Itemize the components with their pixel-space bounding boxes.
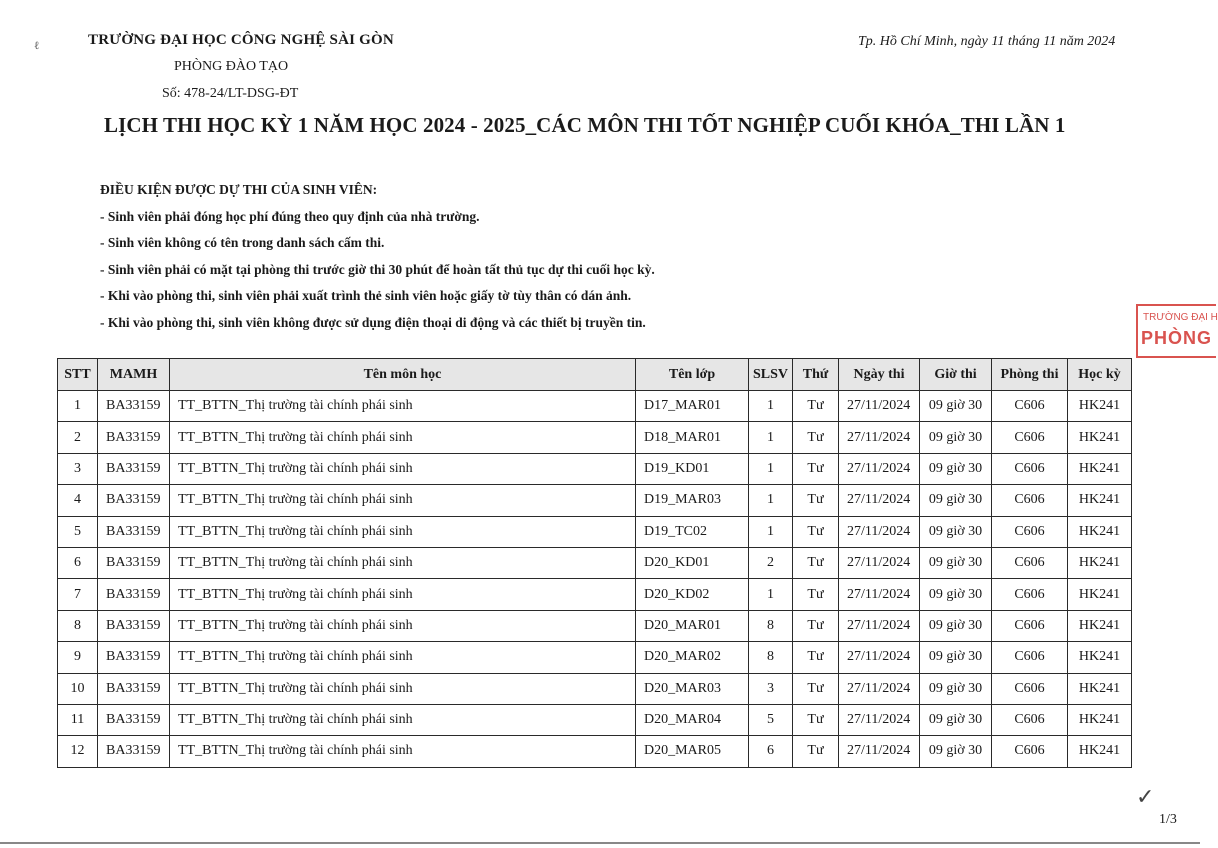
stt-cell: 10 <box>58 673 98 704</box>
condition-item: - Sinh viên phải có mặt tại phòng thi trước giờ thi 30 phút để hoàn tất thủ tục dự thi cuối học kỳ. <box>100 262 655 277</box>
subject-cell: TT_BTTN_Thị trường tài chính phái sinh <box>170 579 636 610</box>
exam-time-cell: 09 giờ 30 <box>920 391 992 422</box>
stt-cell: 1 <box>58 391 98 422</box>
stt-cell: 5 <box>58 516 98 547</box>
table-row <box>58 547 1132 578</box>
subject-cell: TT_BTTN_Thị trường tài chính phái sinh <box>170 453 636 484</box>
table-row <box>58 485 1132 516</box>
weekday-cell: Tư <box>793 642 839 673</box>
exam-date-cell: 27/11/2024 <box>839 485 920 516</box>
class-cell: D20_MAR04 <box>636 704 749 735</box>
semester-cell: HK241 <box>1068 579 1132 610</box>
col-header-exam-date: Ngày thi <box>839 359 920 391</box>
handwritten-mark: ✓ <box>1136 784 1155 809</box>
semester-cell: HK241 <box>1068 453 1132 484</box>
room-cell: C606 <box>992 610 1068 641</box>
stt-cell: 3 <box>58 453 98 484</box>
exam-date-cell: 27/11/2024 <box>839 453 920 484</box>
room-cell: C606 <box>992 704 1068 735</box>
condition-item: - Khi vào phòng thi, sinh viên phải xuất trình thẻ sinh viên hoặc giấy tờ tùy thân có dán ảnh. <box>100 288 632 303</box>
exam-date-cell: 27/11/2024 <box>839 516 920 547</box>
semester-cell: HK241 <box>1068 422 1132 453</box>
student-count-cell: 1 <box>749 453 793 484</box>
weekday-cell: Tư <box>793 547 839 578</box>
exam-date-cell: 27/11/2024 <box>839 610 920 641</box>
subject-cell: TT_BTTN_Thị trường tài chính phái sinh <box>170 547 636 578</box>
table-row <box>58 453 1132 484</box>
room-cell: C606 <box>992 673 1068 704</box>
mamh-cell: BA33159 <box>98 422 170 453</box>
subject-cell: TT_BTTN_Thị trường tài chính phái sinh <box>170 642 636 673</box>
room-cell: C606 <box>992 579 1068 610</box>
weekday-cell: Tư <box>793 579 839 610</box>
student-count-cell: 6 <box>749 736 793 767</box>
student-count-cell: 8 <box>749 642 793 673</box>
col-header-weekday: Thứ <box>793 359 839 391</box>
stt-cell: 7 <box>58 579 98 610</box>
student-count-cell: 3 <box>749 673 793 704</box>
mamh-cell: BA33159 <box>98 579 170 610</box>
office-stamp <box>1136 304 1216 358</box>
col-header-semester: Học kỳ <box>1068 359 1132 391</box>
exam-date-cell: 27/11/2024 <box>839 736 920 767</box>
place-date: Tp. Hồ Chí Minh, ngày 11 tháng 11 năm 2024 <box>858 34 1116 49</box>
exam-date-cell: 27/11/2024 <box>839 422 920 453</box>
school-name: TRƯỜNG ĐẠI HỌC CÔNG NGHỆ SÀI GÒN <box>88 32 394 48</box>
table-row <box>58 673 1132 704</box>
condition-item: - Sinh viên không có tên trong danh sách cấm thi. <box>100 235 385 250</box>
exam-time-cell: 09 giờ 30 <box>920 579 992 610</box>
stt-cell: 11 <box>58 704 98 735</box>
col-header-mamh: MAMH <box>98 359 170 391</box>
class-cell: D19_KD01 <box>636 453 749 484</box>
semester-cell: HK241 <box>1068 642 1132 673</box>
stt-cell: 12 <box>58 736 98 767</box>
condition-item: - Sinh viên phải đóng học phí đúng theo quy định của nhà trường. <box>100 209 480 224</box>
weekday-cell: Tư <box>793 704 839 735</box>
col-header-subject: Tên môn học <box>170 359 636 391</box>
stt-cell: 8 <box>58 610 98 641</box>
weekday-cell: Tư <box>793 516 839 547</box>
room-cell: C606 <box>992 453 1068 484</box>
class-cell: D19_MAR03 <box>636 485 749 516</box>
subject-cell: TT_BTTN_Thị trường tài chính phái sinh <box>170 704 636 735</box>
class-cell: D18_MAR01 <box>636 422 749 453</box>
mamh-cell: BA33159 <box>98 516 170 547</box>
col-header-stt: STT <box>58 359 98 391</box>
semester-cell: HK241 <box>1068 516 1132 547</box>
weekday-cell: Tư <box>793 485 839 516</box>
exam-date-cell: 27/11/2024 <box>839 704 920 735</box>
page-title: LỊCH THI HỌC KỲ 1 NĂM HỌC 2024 - 2025_CÁC MÔN THI TỐT NGHIỆP CUỐI KHÓA_THI LẦN 1 <box>104 113 1066 137</box>
class-cell: D20_MAR05 <box>636 736 749 767</box>
class-cell: D20_KD01 <box>636 547 749 578</box>
exam-time-cell: 09 giờ 30 <box>920 516 992 547</box>
mamh-cell: BA33159 <box>98 610 170 641</box>
subject-cell: TT_BTTN_Thị trường tài chính phái sinh <box>170 736 636 767</box>
semester-cell: HK241 <box>1068 547 1132 578</box>
exam-time-cell: 09 giờ 30 <box>920 673 992 704</box>
exam-time-cell: 09 giờ 30 <box>920 453 992 484</box>
exam-date-cell: 27/11/2024 <box>839 673 920 704</box>
weekday-cell: Tư <box>793 422 839 453</box>
mamh-cell: BA33159 <box>98 736 170 767</box>
class-cell: D20_MAR01 <box>636 610 749 641</box>
document-number: Số: 478-24/LT-DSG-ĐT <box>162 86 299 101</box>
class-cell: D20_MAR03 <box>636 673 749 704</box>
mamh-cell: BA33159 <box>98 485 170 516</box>
col-header-room: Phòng thi <box>992 359 1068 391</box>
room-cell: C606 <box>992 547 1068 578</box>
weekday-cell: Tư <box>793 453 839 484</box>
semester-cell: HK241 <box>1068 485 1132 516</box>
exam-date-cell: 27/11/2024 <box>839 547 920 578</box>
weekday-cell: Tư <box>793 736 839 767</box>
student-count-cell: 2 <box>749 547 793 578</box>
bottom-rule <box>0 842 1200 844</box>
stamp-line-1: TRƯỜNG ĐẠI H <box>1143 312 1218 323</box>
weekday-cell: Tư <box>793 673 839 704</box>
mamh-cell: BA33159 <box>98 642 170 673</box>
col-header-exam-time: Giờ thi <box>920 359 992 391</box>
mamh-cell: BA33159 <box>98 391 170 422</box>
stt-cell: 9 <box>58 642 98 673</box>
room-cell: C606 <box>992 485 1068 516</box>
subject-cell: TT_BTTN_Thị trường tài chính phái sinh <box>170 485 636 516</box>
table-row <box>58 391 1132 422</box>
semester-cell: HK241 <box>1068 610 1132 641</box>
table-row <box>58 642 1132 673</box>
exam-time-cell: 09 giờ 30 <box>920 704 992 735</box>
student-count-cell: 8 <box>749 610 793 641</box>
subject-cell: TT_BTTN_Thị trường tài chính phái sinh <box>170 673 636 704</box>
table-row <box>58 704 1132 735</box>
mamh-cell: BA33159 <box>98 453 170 484</box>
table-row <box>58 516 1132 547</box>
weekday-cell: Tư <box>793 391 839 422</box>
exam-date-cell: 27/11/2024 <box>839 579 920 610</box>
room-cell: C606 <box>992 391 1068 422</box>
exam-time-cell: 09 giờ 30 <box>920 485 992 516</box>
subject-cell: TT_BTTN_Thị trường tài chính phái sinh <box>170 516 636 547</box>
semester-cell: HK241 <box>1068 736 1132 767</box>
semester-cell: HK241 <box>1068 391 1132 422</box>
stt-cell: 2 <box>58 422 98 453</box>
exam-time-cell: 09 giờ 30 <box>920 642 992 673</box>
subject-cell: TT_BTTN_Thị trường tài chính phái sinh <box>170 422 636 453</box>
class-cell: D19_TC02 <box>636 516 749 547</box>
margin-mark: ℓ <box>34 40 40 52</box>
exam-time-cell: 09 giờ 30 <box>920 422 992 453</box>
room-cell: C606 <box>992 642 1068 673</box>
semester-cell: HK241 <box>1068 704 1132 735</box>
room-cell: C606 <box>992 736 1068 767</box>
exam-time-cell: 09 giờ 30 <box>920 610 992 641</box>
exam-schedule-table <box>57 358 1132 768</box>
mamh-cell: BA33159 <box>98 704 170 735</box>
student-count-cell: 1 <box>749 516 793 547</box>
room-cell: C606 <box>992 516 1068 547</box>
stt-cell: 4 <box>58 485 98 516</box>
class-cell: D20_KD02 <box>636 579 749 610</box>
weekday-cell: Tư <box>793 610 839 641</box>
stamp-line-2: PHÒNG <box>1141 328 1213 348</box>
table-header-row <box>58 359 1132 391</box>
class-cell: D20_MAR02 <box>636 642 749 673</box>
col-header-class: Tên lớp <box>636 359 749 391</box>
department-name: PHÒNG ĐÀO TẠO <box>174 59 289 74</box>
mamh-cell: BA33159 <box>98 673 170 704</box>
table-row <box>58 736 1132 767</box>
table-row <box>58 422 1132 453</box>
exam-time-cell: 09 giờ 30 <box>920 547 992 578</box>
condition-item: - Khi vào phòng thi, sinh viên không được sử dụng điện thoại di động và các thiết bị truyền tin. <box>100 315 646 330</box>
student-count-cell: 1 <box>749 485 793 516</box>
class-cell: D17_MAR01 <box>636 391 749 422</box>
subject-cell: TT_BTTN_Thị trường tài chính phái sinh <box>170 610 636 641</box>
col-header-student-count: SLSV <box>749 359 793 391</box>
subject-cell: TT_BTTN_Thị trường tài chính phái sinh <box>170 391 636 422</box>
student-count-cell: 1 <box>749 579 793 610</box>
exam-date-cell: 27/11/2024 <box>839 391 920 422</box>
room-cell: C606 <box>992 422 1068 453</box>
stt-cell: 6 <box>58 547 98 578</box>
student-count-cell: 1 <box>749 391 793 422</box>
semester-cell: HK241 <box>1068 673 1132 704</box>
student-count-cell: 5 <box>749 704 793 735</box>
conditions-heading: ĐIỀU KIỆN ĐƯỢC DỰ THI CỦA SINH VIÊN: <box>100 182 378 197</box>
page-number: 1/3 <box>1159 812 1177 827</box>
table-row <box>58 610 1132 641</box>
student-count-cell: 1 <box>749 422 793 453</box>
exam-time-cell: 09 giờ 30 <box>920 736 992 767</box>
exam-date-cell: 27/11/2024 <box>839 642 920 673</box>
table-row <box>58 579 1132 610</box>
mamh-cell: BA33159 <box>98 547 170 578</box>
